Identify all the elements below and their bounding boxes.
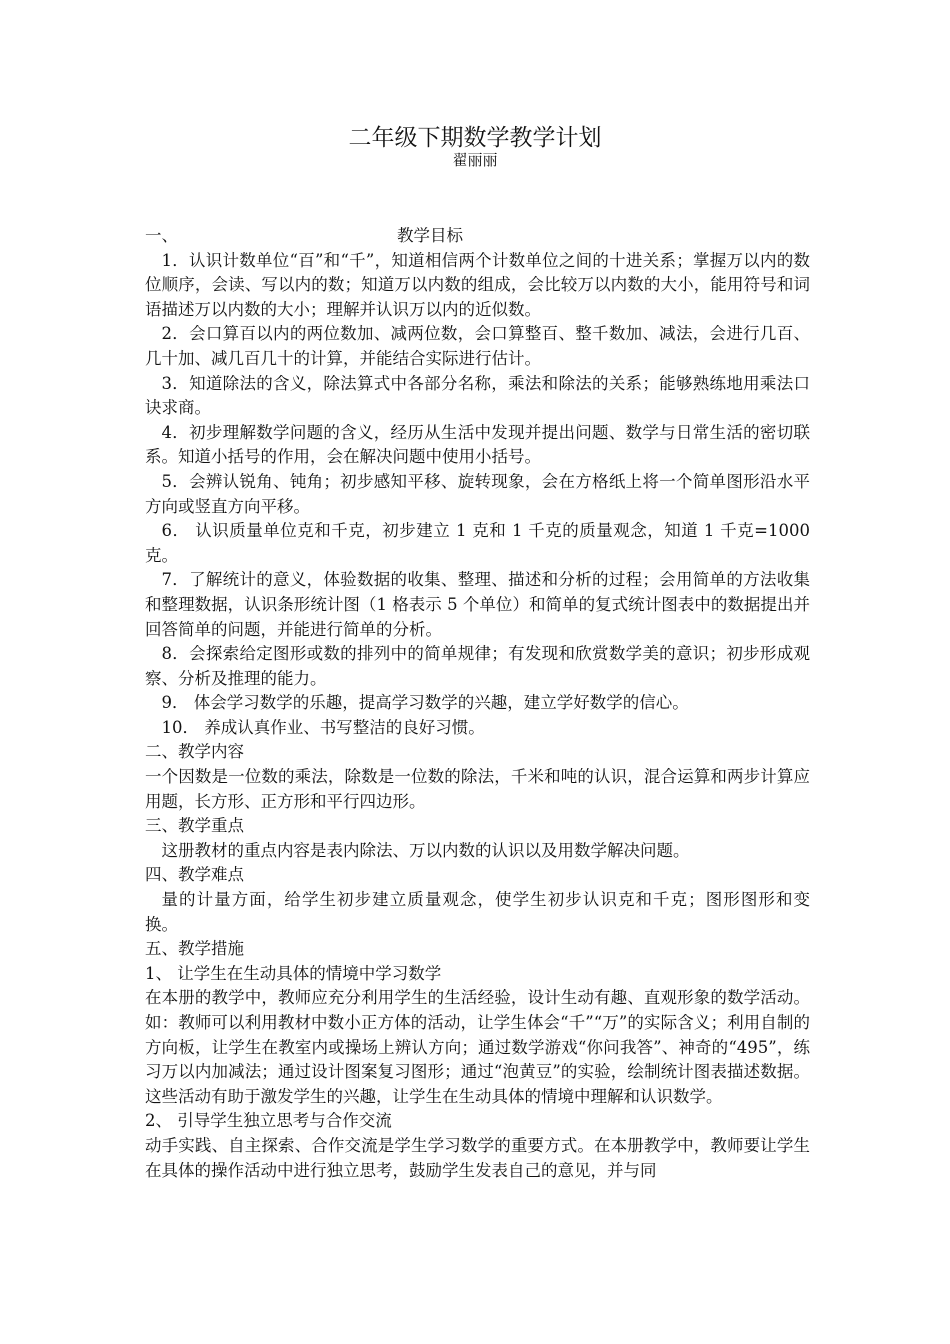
section-4-text: 量的计量方面，给学生初步建立质量观念，使学生初步认识克和千克；图形图形和变 换。: [145, 890, 827, 934]
measure-2-text: 动手实践、自主探索、合作交流是学生学习数学的重要方式。在本册教学中，教师要让学生在具体的操作活动中进行独立思考，鼓励学生发表自己的意见，并与同: [145, 1135, 810, 1180]
goal-item: 2．会口算百以内的两位数加、减两位数，会口算整百、整千数加、减法，会进行几百、几十加、减几百几十的计算，并能结合实际进行估计。: [145, 324, 810, 368]
goal-item: 6． 认识质量单位克和千克，初步建立 1 克和 1 千克的质量观念，知道 1 千克=1000 克。: [145, 521, 810, 565]
goal-item: 1．认识计数单位“百”和“千”，知道相信两个计数单位之间的十进关系；掌握万以内的数位顺序，会读、写以内的数；知道万以内数的组成，会比较万以内数的大小，能用符号和词语描述万以内数的大小；理解并认识万以内的近似数。: [145, 250, 810, 319]
section-2-heading: 二、教学内容: [145, 742, 244, 762]
document-author: 翟丽丽: [452, 151, 498, 169]
document-title: 二年级下期数学教学计划: [348, 125, 602, 151]
measure-2-heading: 2、 引导学生独立思考与合作交流: [145, 1111, 392, 1131]
section-1-number: 一、: [145, 226, 178, 245]
section-2-text: 一个因数是一位数的乘法，除数是一位数的除法，千米和吨的认识，混合运算和两步计算应用题，长方形、正方形和平行四边形。: [145, 767, 810, 811]
goal-item: 5．会辨认锐角、钝角；初步感知平移、旋转现象，会在方格纸上将一个简单图形沿水平方向或竖直方向平移。: [145, 471, 810, 516]
section-3-text: 这册教材的重点内容是表内除法、万以内数的认识以及用数学解决问题。: [161, 840, 690, 860]
goal-item: 7．了解统计的意义，体验数据的收集、整理、描述和分析的过程；会用简单的方法收集和整理数据，认识条形统计图（1 格表示 5 个单位）和简单的复式统计图表中的数据提出并回答简单的问题，并能进行简单的分析。: [145, 570, 810, 639]
goal-item: 9． 体会学习数学的乐趣，提高学习数学的兴趣，建立学好数学的信心。: [161, 693, 689, 713]
section-3-heading: 三、教学重点: [145, 816, 244, 836]
section-1-title: 教学目标: [397, 226, 463, 245]
section-5-heading: 五、教学措施: [145, 939, 244, 959]
goal-item: 3．知道除法的含义，除法算式中各部分名称，乘法和除法的关系；能够熟练地用乘法口诀求商。: [145, 373, 810, 418]
document-body: [145, 224, 827, 1183]
section-4-heading: 四、教学难点: [145, 865, 244, 885]
goal-item: 8．会探索给定图形或数的排列中的简单规律；有发现和欣赏数学美的意识；初步形成观察、分析及推理的能力。: [145, 644, 810, 688]
measure-1-heading: 1、 让学生在生动具体的情境中学习数学: [145, 963, 442, 983]
section-1-heading: [145, 224, 810, 249]
goal-item: 4．初步理解数学问题的含义，经历从生活中发现并提出问题、数学与日常生活的密切联系。知道小括号的作用，会在解决问题中使用小括号。: [145, 422, 810, 467]
goal-item: 10． 养成认真作业、书写整洁的良好习惯。: [161, 717, 485, 737]
measure-1-text: 在本册的教学中，教师应充分利用学生的生活经验，设计生动有趣、直观形象的数学活动。如：教师可以利用教材中数小正方体的活动，让学生体会“千”“万”的实际含义；利用自制的方向板，让学生在教室内或操场上辨认方向；通过数学游戏“你问我答”、神奇的“495”，练习万以内加减法；通过设计图案复习图形；通过“泡黄豆”的实验，绘制统计图表描述数据。这些活动有助于激发学生的兴趣，让学生在生动具体的情境中理解和认识数学。: [145, 988, 810, 1106]
